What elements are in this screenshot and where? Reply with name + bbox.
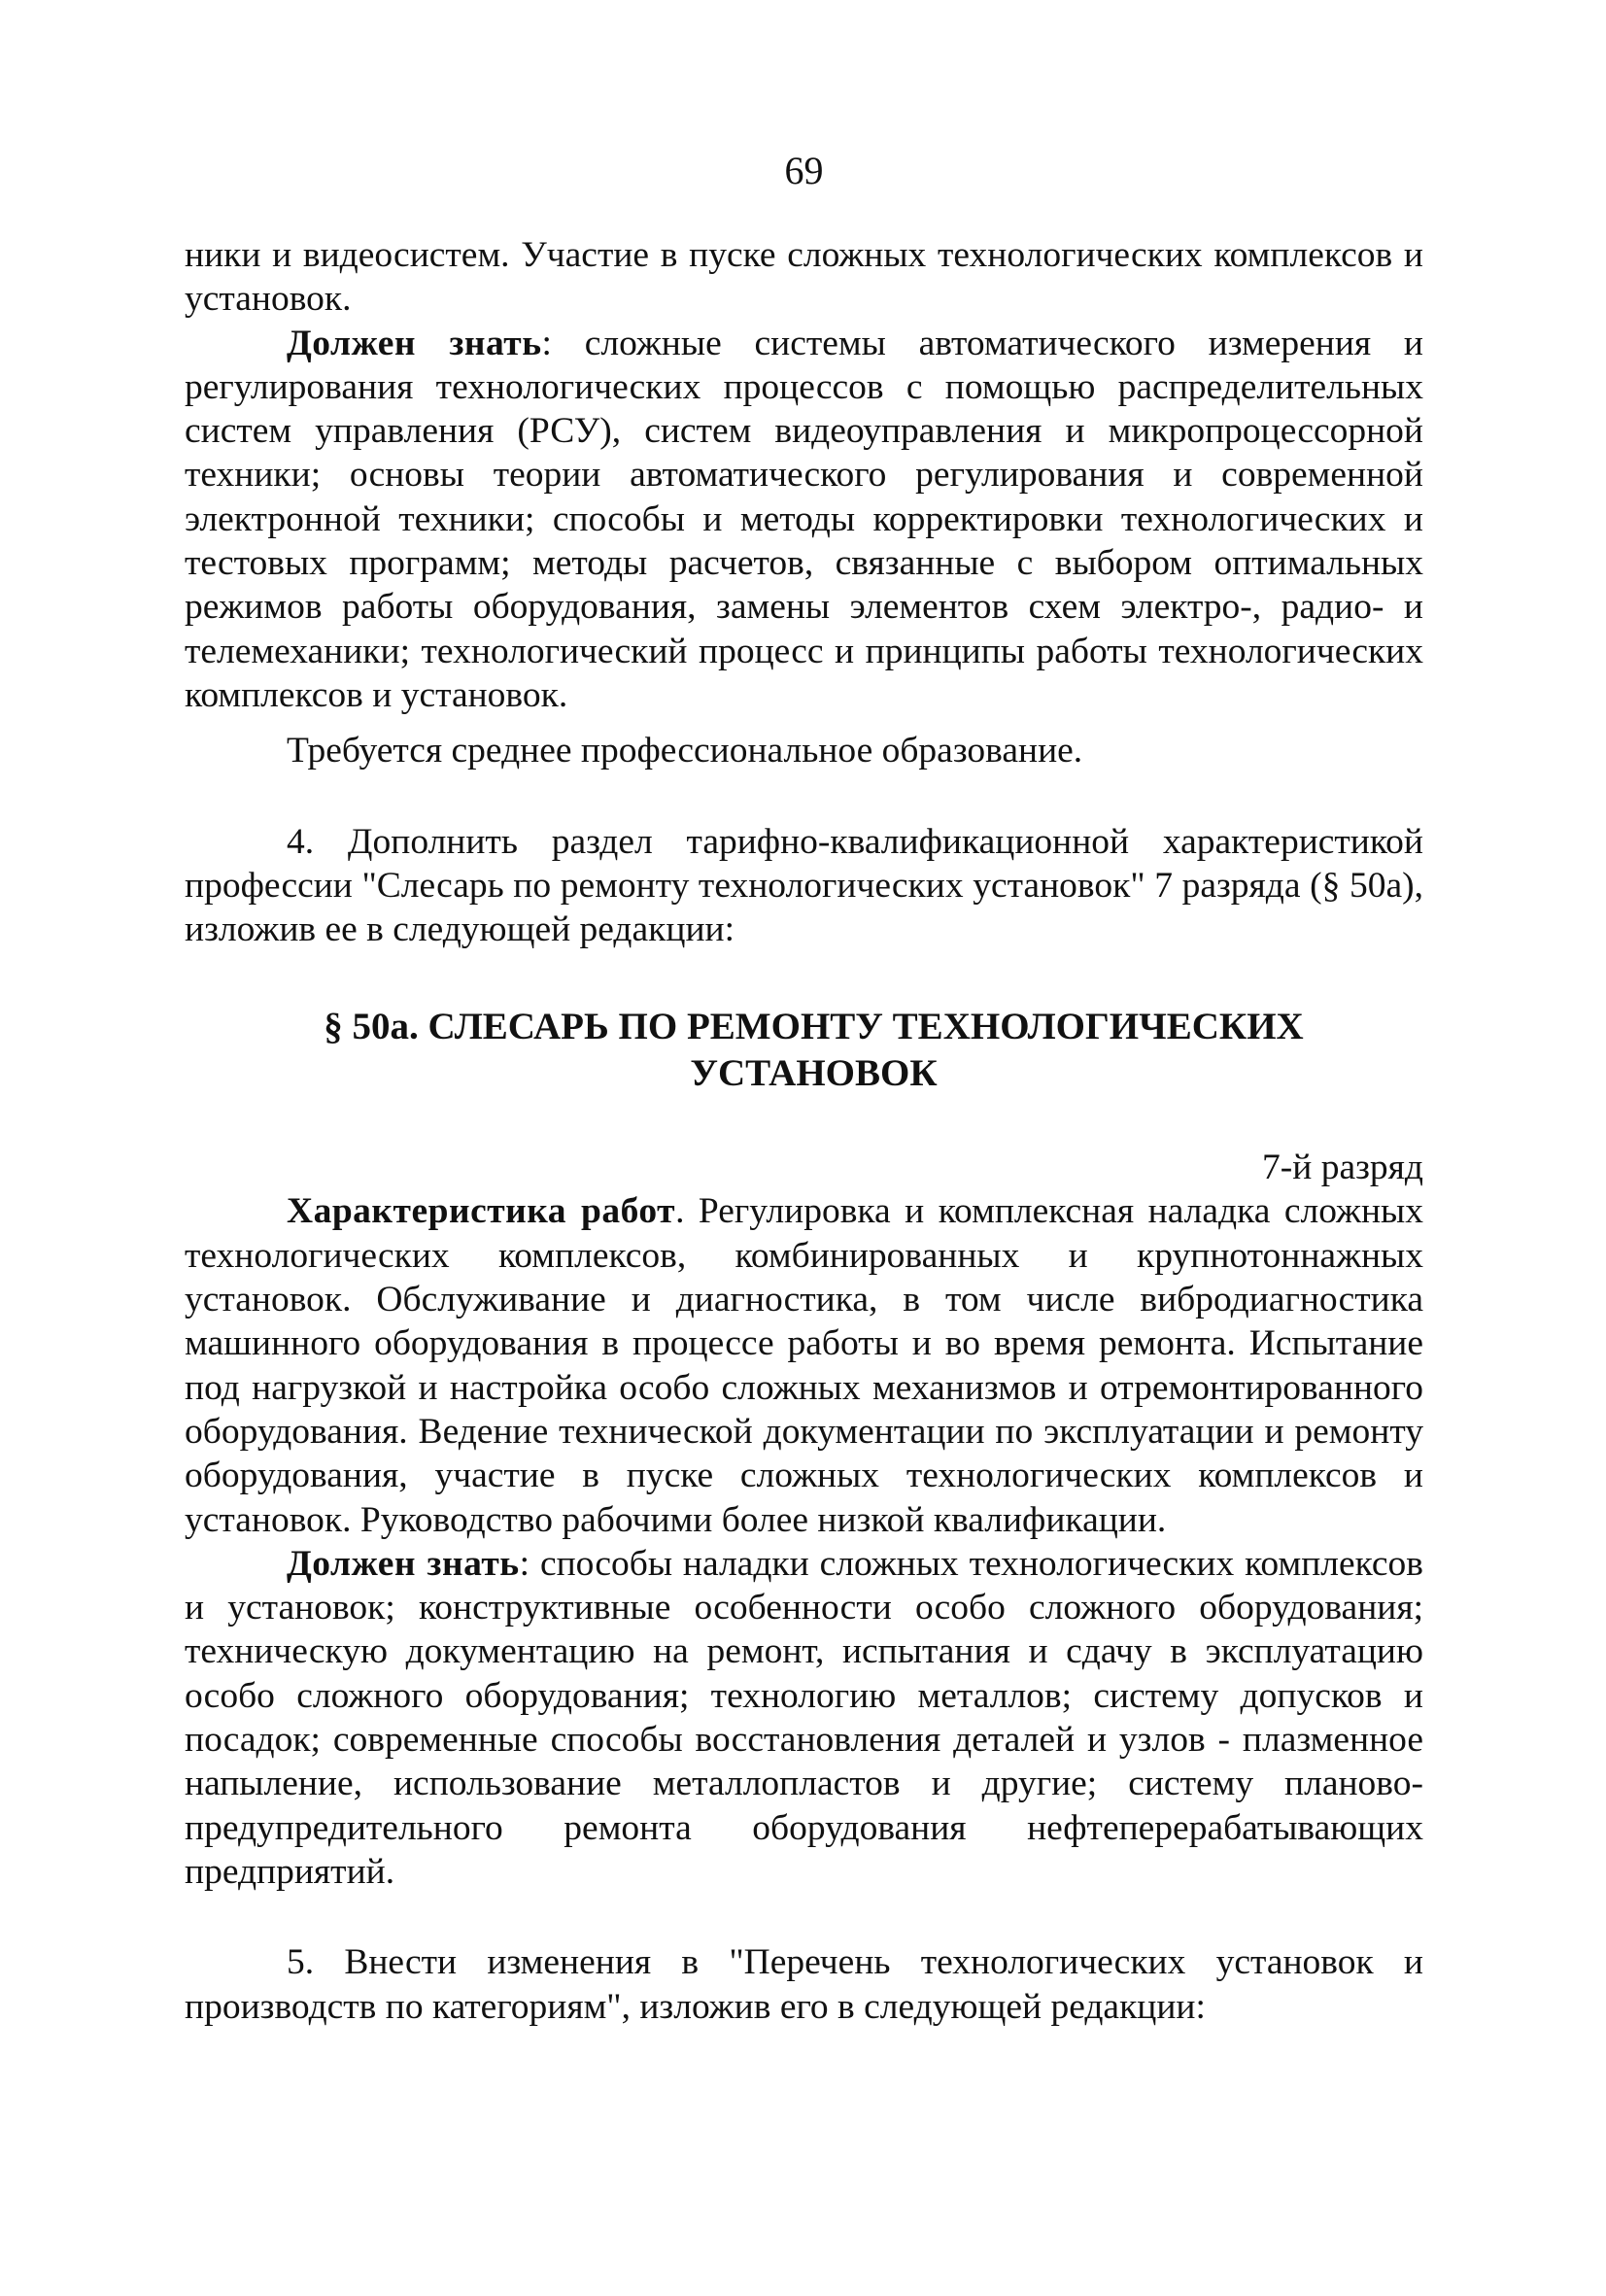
work-characteristic-text: . Регулировка и комплексная наладка сложных технологических комплексов, комбинированных и крупнотоннажных установок. Обслуживание и диагностика, в том числе вибродиагностика машинного оборудования в процессе работы и во время ремонта. Испытание под нагрузкой и настройка особо сложных механизмов и отремонтированного оборудования. Ведение технической документации по эксплуатации и ремонту оборудования, участие в пуске сложных технологических комплексов и установок. Руководство рабочими более низкой квалификации.	[185, 1191, 1423, 1540]
paragraph-continuation: ники и видеосистем. Участие в пуске сложных технологических комплексов и установок.	[185, 235, 1423, 320]
paragraph-work-characteristic	[185, 1189, 1423, 1541]
must-know-fitter-text: : способы наладки сложных технологических комплексов и установок; конструктивные особенности особо сложного оборудования; техническую документацию на ремонт, испытания и сдачу в эксплуатацию особо сложного оборудования; технологию металлов; систему допусков и посадок; современные способы восстановления деталей и узлов - плазменное напыление, использование металлопластов и другие; систему планово-предупредительного ремонта оборудования нефтеперерабатывающих предприятий.	[185, 1543, 1424, 1892]
must-know-label: Должен знать	[287, 323, 542, 363]
paragraph-item-5: 5. Внести изменения в "Перечень технологических установок и производств по категориям", изложив его в следующей редакции:	[185, 1942, 1423, 2027]
section-heading: § 50а. СЛЕСАРЬ ПО РЕМОНТУ ТЕХНОЛОГИЧЕСКИХ УСТАНОВОК	[324, 1006, 1304, 1095]
must-know-text: : сложные системы автоматического измерения и регулирования технологических процессов с помощью распределительных систем управления (РСУ), систем видеоуправления и микропроцессорной техники; основы теории автоматического регулирования и современной электронной техники; способы и методы корректировки технологических и тестовых программ; методы расчетов, связанные с выбором оптимальных режимов работы оборудования, замены элементов схем электро-, радио- и телемеханики; технологический процесс и принципы работы технологических комплексов и установок.	[185, 323, 1424, 715]
paragraph-item-4: 4. Дополнить раздел тарифно-квалификационной характеристикой профессии "Слесарь по ремонту технологических установок" 7 разряда (§ 50а), изложив ее в следующей редакции:	[185, 821, 1423, 950]
paragraph-must-know-operator	[185, 322, 1423, 718]
work-characteristic-label: Характеристика работ	[287, 1191, 676, 1232]
page-number: 69	[784, 149, 824, 192]
must-know-fitter-label: Должен знать	[287, 1543, 520, 1584]
paragraph-education: Требуется среднее профессиональное образование.	[287, 731, 1083, 771]
document-page	[185, 146, 1423, 2029]
paragraph-must-know-fitter	[185, 1542, 1423, 1894]
grade-label: 7-й разряд	[1262, 1148, 1423, 1188]
